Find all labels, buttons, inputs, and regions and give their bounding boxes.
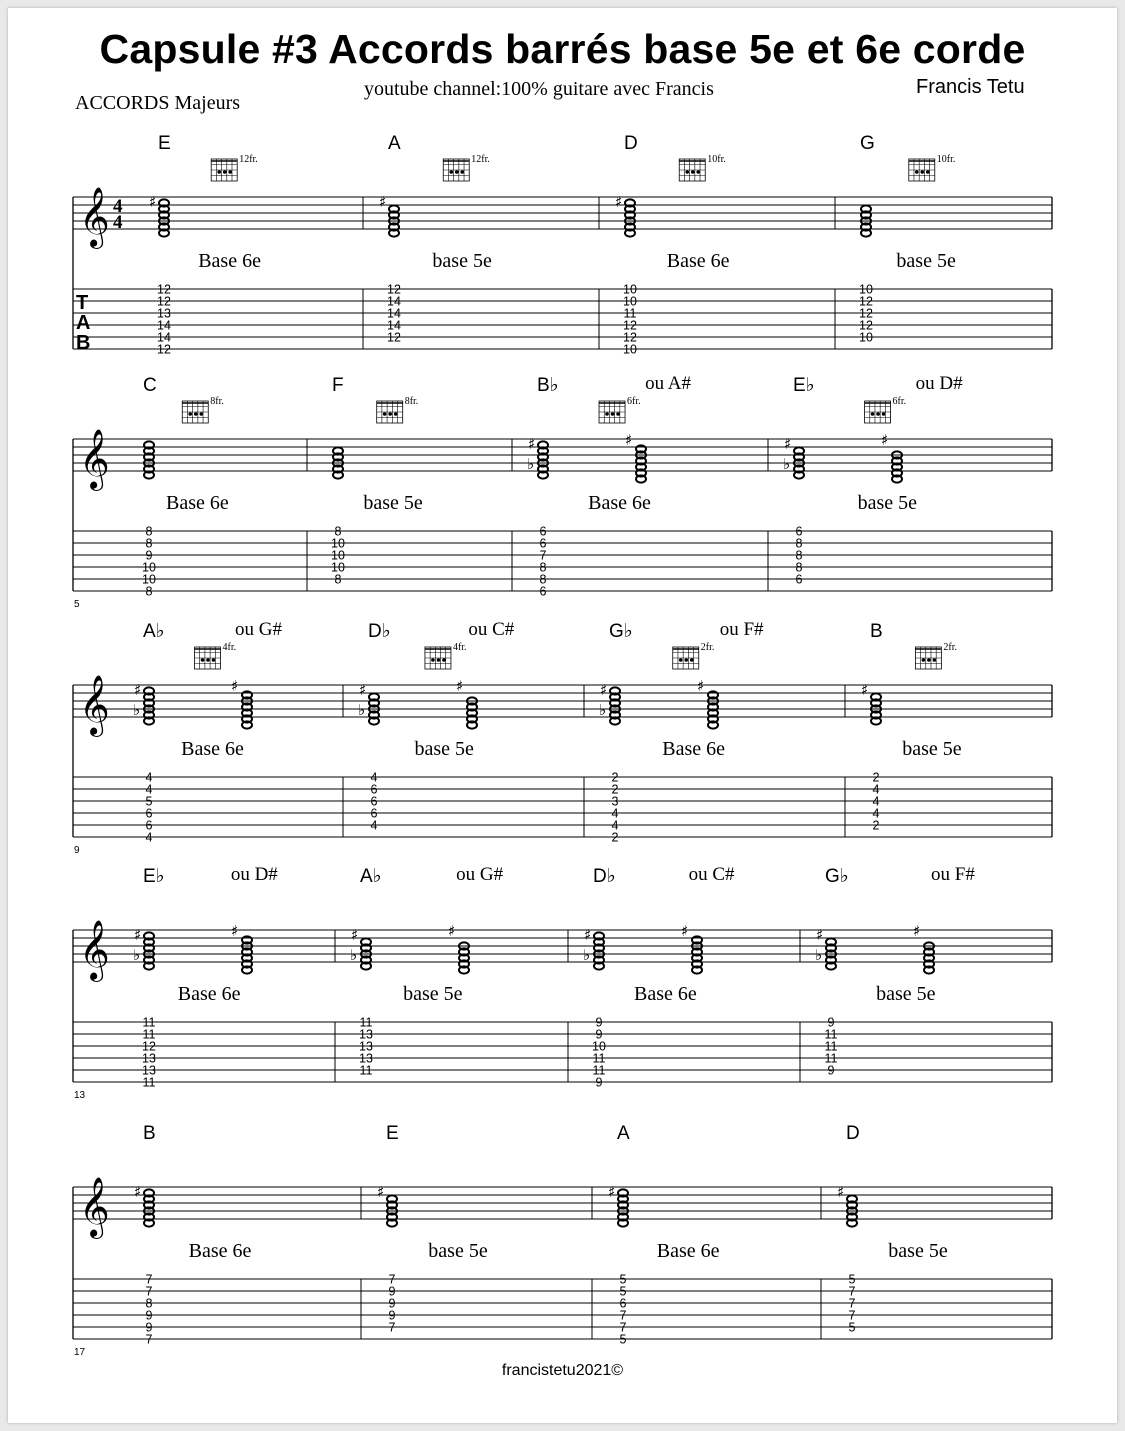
- fret-label: 4fr.: [452, 642, 467, 653]
- tab-fret-number: 7: [145, 1332, 153, 1347]
- tab-fret-number: 7: [619, 1320, 627, 1335]
- tab-fret-number: 10: [331, 536, 345, 551]
- sharp-icon: ♯: [625, 431, 633, 449]
- diagram-dot: [449, 170, 453, 174]
- diagram-dot: [876, 412, 880, 416]
- enharmonic-name: ou C#: [468, 619, 515, 640]
- diagram-dot: [394, 412, 398, 416]
- sharp-icon: ♯: [881, 431, 889, 449]
- sharp-icon: ♯: [134, 926, 142, 944]
- tab-fret-number: 4: [145, 782, 153, 797]
- flat-icon: ♭: [133, 946, 141, 964]
- enharmonic-name: ou G#: [456, 864, 504, 885]
- base-label: base 5e: [403, 983, 463, 1005]
- fret-label: 12fr.: [239, 154, 258, 165]
- tab-fret-number: 8: [539, 560, 547, 575]
- tab-fret-number: 11: [359, 1015, 373, 1030]
- diagram-dot: [871, 412, 875, 416]
- diagram-dot: [922, 658, 926, 662]
- tab-fret-number: 9: [145, 1320, 153, 1335]
- tab-fret-number: 10: [623, 294, 637, 309]
- flat-icon: ♭: [350, 946, 358, 964]
- fret-label: 4fr.: [222, 642, 237, 653]
- tab-fret-number: 7: [145, 1272, 153, 1287]
- tab-fret-number: 7: [848, 1296, 856, 1311]
- tab-fret-number: 12: [387, 282, 401, 297]
- sharp-icon: ♯: [359, 681, 367, 699]
- tab-fret-number: 11: [359, 1063, 373, 1078]
- base-label: Base 6e: [188, 1240, 252, 1262]
- diagram-dot: [383, 412, 387, 416]
- chord-name: A♭: [143, 621, 165, 642]
- tab-fret-number: 7: [619, 1308, 627, 1323]
- tab-fret-number: 11: [142, 1075, 156, 1090]
- tab-fret-number: 11: [824, 1027, 838, 1042]
- diagram-dot: [915, 170, 919, 174]
- fret-label: 6fr.: [892, 396, 907, 407]
- sharp-icon: ♯: [377, 1183, 385, 1201]
- chord-name: F: [332, 375, 344, 396]
- diagram-dot: [388, 412, 392, 416]
- tab-fret-number: 10: [331, 548, 345, 563]
- tab-fret-number: 7: [388, 1272, 396, 1287]
- enharmonic-name: ou F#: [931, 864, 975, 885]
- score-notation: [8, 8, 1117, 1423]
- sharp-icon: ♯: [615, 193, 623, 211]
- measure-number: 9: [74, 845, 80, 856]
- fret-label: 8fr.: [404, 396, 419, 407]
- tab-fret-number: 8: [145, 1296, 153, 1311]
- base-label: base 5e: [432, 250, 492, 272]
- sharp-icon: ♯: [681, 922, 689, 940]
- tab-fret-number: 6: [370, 782, 378, 797]
- base-label: base 5e: [888, 1240, 948, 1262]
- tab-fret-number: 8: [795, 548, 803, 563]
- measure-number: 13: [74, 1090, 86, 1101]
- enharmonic-name: ou D#: [230, 864, 278, 885]
- treble-clef-icon: 𝄞: [79, 920, 110, 980]
- tab-fret-number: 6: [619, 1296, 627, 1311]
- treble-clef-icon: 𝄞: [79, 1177, 110, 1237]
- base-label: base 5e: [902, 738, 962, 760]
- tab-fret-number: 11: [623, 306, 637, 321]
- diagram-dot: [691, 170, 695, 174]
- chord-name: E♭: [793, 375, 815, 396]
- flat-icon: ♭: [815, 946, 823, 964]
- diagram-dot: [882, 412, 886, 416]
- sharp-icon: ♯: [351, 926, 359, 944]
- tab-fret-number: 8: [145, 584, 153, 599]
- enharmonic-name: ou G#: [235, 619, 282, 640]
- diagram-dot: [611, 412, 615, 416]
- tab-fret-number: 13: [359, 1051, 373, 1066]
- chord-name: G♭: [609, 621, 633, 642]
- fret-label: 10fr.: [707, 154, 726, 165]
- tab-fret-number: 11: [142, 1027, 156, 1042]
- base-label: Base 6e: [666, 250, 730, 272]
- chord-name: C: [143, 375, 157, 396]
- base-label: Base 6e: [181, 738, 244, 760]
- tab-fret-number: 2: [611, 770, 619, 785]
- treble-clef-icon: 𝄞: [79, 675, 110, 735]
- tab-fret-number: 6: [370, 794, 378, 809]
- enharmonic-name: ou D#: [915, 373, 963, 394]
- tab-fret-number: 4: [370, 770, 378, 785]
- fret-label: 8fr.: [210, 396, 224, 407]
- diagram-dot: [212, 658, 216, 662]
- chord-name: E: [386, 1123, 399, 1144]
- sharp-icon: ♯: [134, 681, 142, 699]
- tab-fret-number: 4: [872, 782, 880, 797]
- base-label: Base 6e: [662, 738, 726, 760]
- chord-name: B: [143, 1123, 156, 1144]
- tab-fret-number: 11: [142, 1015, 156, 1030]
- sharp-icon: ♯: [231, 922, 239, 940]
- tab-fret-number: 8: [795, 560, 803, 575]
- tab-fret-number: 6: [539, 536, 547, 551]
- time-signature-top: 4: [113, 196, 123, 217]
- tab-fret-number: 2: [611, 830, 619, 845]
- tab-fret-number: 9: [388, 1308, 396, 1323]
- tab-fret-number: 8: [334, 572, 342, 587]
- tab-fret-number: 8: [539, 572, 547, 587]
- chord-name: G♭: [825, 866, 849, 887]
- tab-fret-number: 13: [359, 1027, 373, 1042]
- sharp-icon: ♯: [600, 681, 608, 699]
- base-label: Base 6e: [588, 492, 651, 514]
- diagram-dot: [431, 658, 435, 662]
- tab-fret-number: 13: [142, 1051, 156, 1066]
- diagram-dot: [228, 170, 232, 174]
- diagram-dot: [926, 170, 930, 174]
- chord-name: D: [846, 1123, 860, 1144]
- sharp-icon: ♯: [608, 1183, 616, 1201]
- sharp-icon: ♯: [149, 193, 157, 211]
- diagram-dot: [199, 412, 203, 416]
- flat-icon: ♭: [527, 455, 535, 473]
- chord-name: E♭: [143, 866, 165, 887]
- tab-fret-number: 9: [827, 1015, 835, 1030]
- tab-fret-number: 7: [848, 1308, 856, 1323]
- diagram-dot: [679, 658, 683, 662]
- diagram-dot: [696, 170, 700, 174]
- tab-letter-b: B: [76, 332, 91, 354]
- sharp-icon: ♯: [448, 922, 456, 940]
- tab-fret-number: 4: [872, 806, 880, 821]
- tab-fret-number: 10: [142, 572, 156, 587]
- tab-fret-number: 9: [827, 1063, 835, 1078]
- copyright-footer: francistetu2021©: [501, 1362, 624, 1379]
- sharp-icon: ♯: [784, 435, 792, 453]
- diagram-dot: [690, 658, 694, 662]
- tab-fret-number: 12: [387, 330, 401, 345]
- chord-name: B♭: [537, 375, 559, 396]
- diagram-dot: [605, 412, 609, 416]
- diagram-dot: [442, 658, 446, 662]
- tab-fret-number: 9: [145, 548, 153, 563]
- tab-fret-number: 10: [623, 342, 637, 357]
- diagram-dot: [437, 658, 441, 662]
- diagram-dot: [684, 658, 688, 662]
- flat-icon: ♭: [358, 701, 366, 719]
- tab-fret-number: 4: [611, 818, 619, 833]
- tab-fret-number: 10: [623, 282, 637, 297]
- tab-fret-number: 7: [539, 548, 547, 563]
- sharp-icon: ♯: [584, 926, 592, 944]
- section-label: ACCORDS Majeurs: [75, 92, 241, 114]
- chord-name: D♭: [593, 866, 616, 887]
- diagram-dot: [460, 170, 464, 174]
- sharp-icon: ♯: [528, 435, 536, 453]
- fret-label: 6fr.: [627, 396, 641, 407]
- tab-fret-number: 9: [595, 1075, 603, 1090]
- sharp-icon: ♯: [816, 926, 824, 944]
- tab-fret-number: 2: [872, 818, 880, 833]
- tab-fret-number: 4: [145, 830, 153, 845]
- tab-fret-number: 6: [145, 818, 153, 833]
- tab-fret-number: 8: [795, 536, 803, 551]
- diagram-dot: [455, 170, 459, 174]
- tab-fret-number: 12: [859, 306, 873, 321]
- tab-fret-number: 11: [592, 1051, 606, 1066]
- base-label: base 5e: [896, 250, 956, 272]
- tab-fret-number: 11: [824, 1039, 838, 1054]
- tab-fret-number: 8: [334, 524, 342, 539]
- tab-fret-number: 4: [611, 806, 619, 821]
- base-label: base 5e: [876, 983, 936, 1005]
- page-title: Capsule #3 Accords barrés base 5e et 6e corde: [99, 26, 1026, 72]
- fret-label: 12fr.: [471, 154, 490, 165]
- tab-fret-number: 8: [145, 536, 153, 551]
- tab-fret-number: 4: [145, 770, 153, 785]
- measure-number: 5: [74, 599, 80, 610]
- treble-clef-icon: 𝄞: [79, 187, 110, 247]
- base-label: base 5e: [428, 1240, 488, 1262]
- tab-fret-number: 6: [795, 524, 803, 539]
- tab-fret-number: 12: [859, 294, 873, 309]
- tab-fret-number: 12: [623, 318, 637, 333]
- subtitle: youtube channel:100% guitare avec Francis: [364, 78, 714, 100]
- tab-fret-number: 4: [872, 794, 880, 809]
- tab-fret-number: 6: [370, 806, 378, 821]
- treble-clef-icon: 𝄞: [79, 429, 110, 489]
- tab-fret-number: 12: [623, 330, 637, 345]
- sharp-icon: ♯: [231, 677, 239, 695]
- time-signature-bottom: 4: [113, 212, 123, 233]
- sharp-icon: ♯: [861, 681, 869, 699]
- flat-icon: ♭: [133, 701, 141, 719]
- chord-name: G: [860, 133, 875, 154]
- base-label: Base 6e: [634, 983, 697, 1005]
- base-label: Base 6e: [177, 983, 241, 1005]
- sharp-icon: ♯: [913, 922, 921, 940]
- tab-fret-number: 9: [595, 1027, 603, 1042]
- tab-fret-number: 7: [848, 1284, 856, 1299]
- sharp-icon: ♯: [456, 677, 464, 695]
- tab-fret-number: 12: [157, 294, 171, 309]
- flat-icon: ♭: [599, 701, 607, 719]
- base-label: base 5e: [414, 738, 474, 760]
- tab-fret-number: 5: [619, 1332, 627, 1347]
- base-label: Base 6e: [656, 1240, 720, 1262]
- sharp-icon: ♯: [379, 193, 387, 211]
- sharp-icon: ♯: [837, 1183, 845, 1201]
- chord-name: B: [870, 621, 883, 642]
- tab-fret-number: 14: [387, 318, 401, 333]
- tab-fret-number: 14: [157, 330, 171, 345]
- flat-icon: ♭: [783, 455, 791, 473]
- chord-name: D: [624, 133, 638, 154]
- diagram-dot: [188, 412, 192, 416]
- tab-fret-number: 5: [145, 794, 153, 809]
- tab-fret-number: 11: [592, 1063, 606, 1078]
- chord-name: D♭: [368, 621, 391, 642]
- chord-name: A: [388, 133, 401, 154]
- enharmonic-name: ou C#: [688, 864, 735, 885]
- fret-label: 10fr.: [936, 154, 956, 165]
- tab-fret-number: 13: [359, 1039, 373, 1054]
- tab-fret-number: 9: [595, 1015, 603, 1030]
- chord-name: A♭: [360, 866, 382, 887]
- tab-fret-number: 12: [157, 282, 171, 297]
- diagram-dot: [933, 658, 937, 662]
- diagram-dot: [920, 170, 924, 174]
- tab-fret-number: 9: [388, 1296, 396, 1311]
- tab-fret-number: 9: [388, 1284, 396, 1299]
- tab-fret-number: 12: [157, 342, 171, 357]
- base-label: base 5e: [857, 492, 917, 514]
- flat-icon: ♭: [583, 946, 591, 964]
- measure-number: 17: [74, 1347, 86, 1358]
- diagram-dot: [194, 412, 198, 416]
- chord-name: A: [617, 1123, 630, 1144]
- tab-fret-number: 5: [619, 1272, 627, 1287]
- tab-fret-number: 6: [539, 584, 547, 599]
- base-label: base 5e: [363, 492, 423, 514]
- tab-fret-number: 10: [859, 282, 873, 297]
- sharp-icon: ♯: [134, 1183, 142, 1201]
- tab-fret-number: 5: [619, 1284, 627, 1299]
- tab-fret-number: 13: [157, 306, 171, 321]
- chord-name: E: [158, 133, 171, 154]
- sharp-icon: ♯: [697, 677, 705, 695]
- tab-fret-number: 3: [611, 794, 619, 809]
- tab-fret-number: 2: [872, 770, 880, 785]
- tab-fret-number: 14: [157, 318, 171, 333]
- tab-letter-t: T: [76, 292, 89, 314]
- tab-fret-number: 14: [387, 294, 401, 309]
- tab-fret-number: 5: [848, 1320, 856, 1335]
- tab-fret-number: 10: [859, 330, 873, 345]
- score-page: [8, 8, 1117, 1423]
- base-label: Base 6e: [165, 492, 229, 514]
- enharmonic-name: ou A#: [645, 373, 692, 394]
- tab-fret-number: 10: [592, 1039, 606, 1054]
- diagram-dot: [206, 658, 210, 662]
- tab-fret-number: 10: [142, 560, 156, 575]
- tab-fret-number: 9: [145, 1308, 153, 1323]
- diagram-dot: [927, 658, 931, 662]
- tab-fret-number: 7: [145, 1284, 153, 1299]
- composer: Francis Tetu: [916, 76, 1025, 98]
- tab-fret-number: 12: [859, 318, 873, 333]
- tab-fret-number: 4: [370, 818, 378, 833]
- diagram-dot: [223, 170, 227, 174]
- base-label: Base 6e: [198, 250, 261, 272]
- tab-fret-number: 2: [611, 782, 619, 797]
- tab-fret-number: 8: [145, 524, 153, 539]
- diagram-dot: [616, 412, 620, 416]
- tab-fret-number: 5: [848, 1272, 856, 1287]
- fret-label: 2fr.: [943, 642, 957, 653]
- tab-fret-number: 6: [145, 806, 153, 821]
- diagram-dot: [201, 658, 205, 662]
- tab-fret-number: 14: [387, 306, 401, 321]
- diagram-dot: [217, 170, 221, 174]
- tab-fret-number: 10: [331, 560, 345, 575]
- tab-fret-number: 12: [142, 1039, 156, 1054]
- tab-fret-number: 6: [795, 572, 803, 587]
- tab-fret-number: 7: [388, 1320, 396, 1335]
- tab-fret-number: 13: [142, 1063, 156, 1078]
- fret-label: 2fr.: [700, 642, 715, 653]
- diagram-dot: [685, 170, 689, 174]
- tab-fret-number: 6: [539, 524, 547, 539]
- enharmonic-name: ou F#: [719, 619, 764, 640]
- tab-letter-a: A: [76, 312, 91, 334]
- tab-fret-number: 11: [824, 1051, 838, 1066]
